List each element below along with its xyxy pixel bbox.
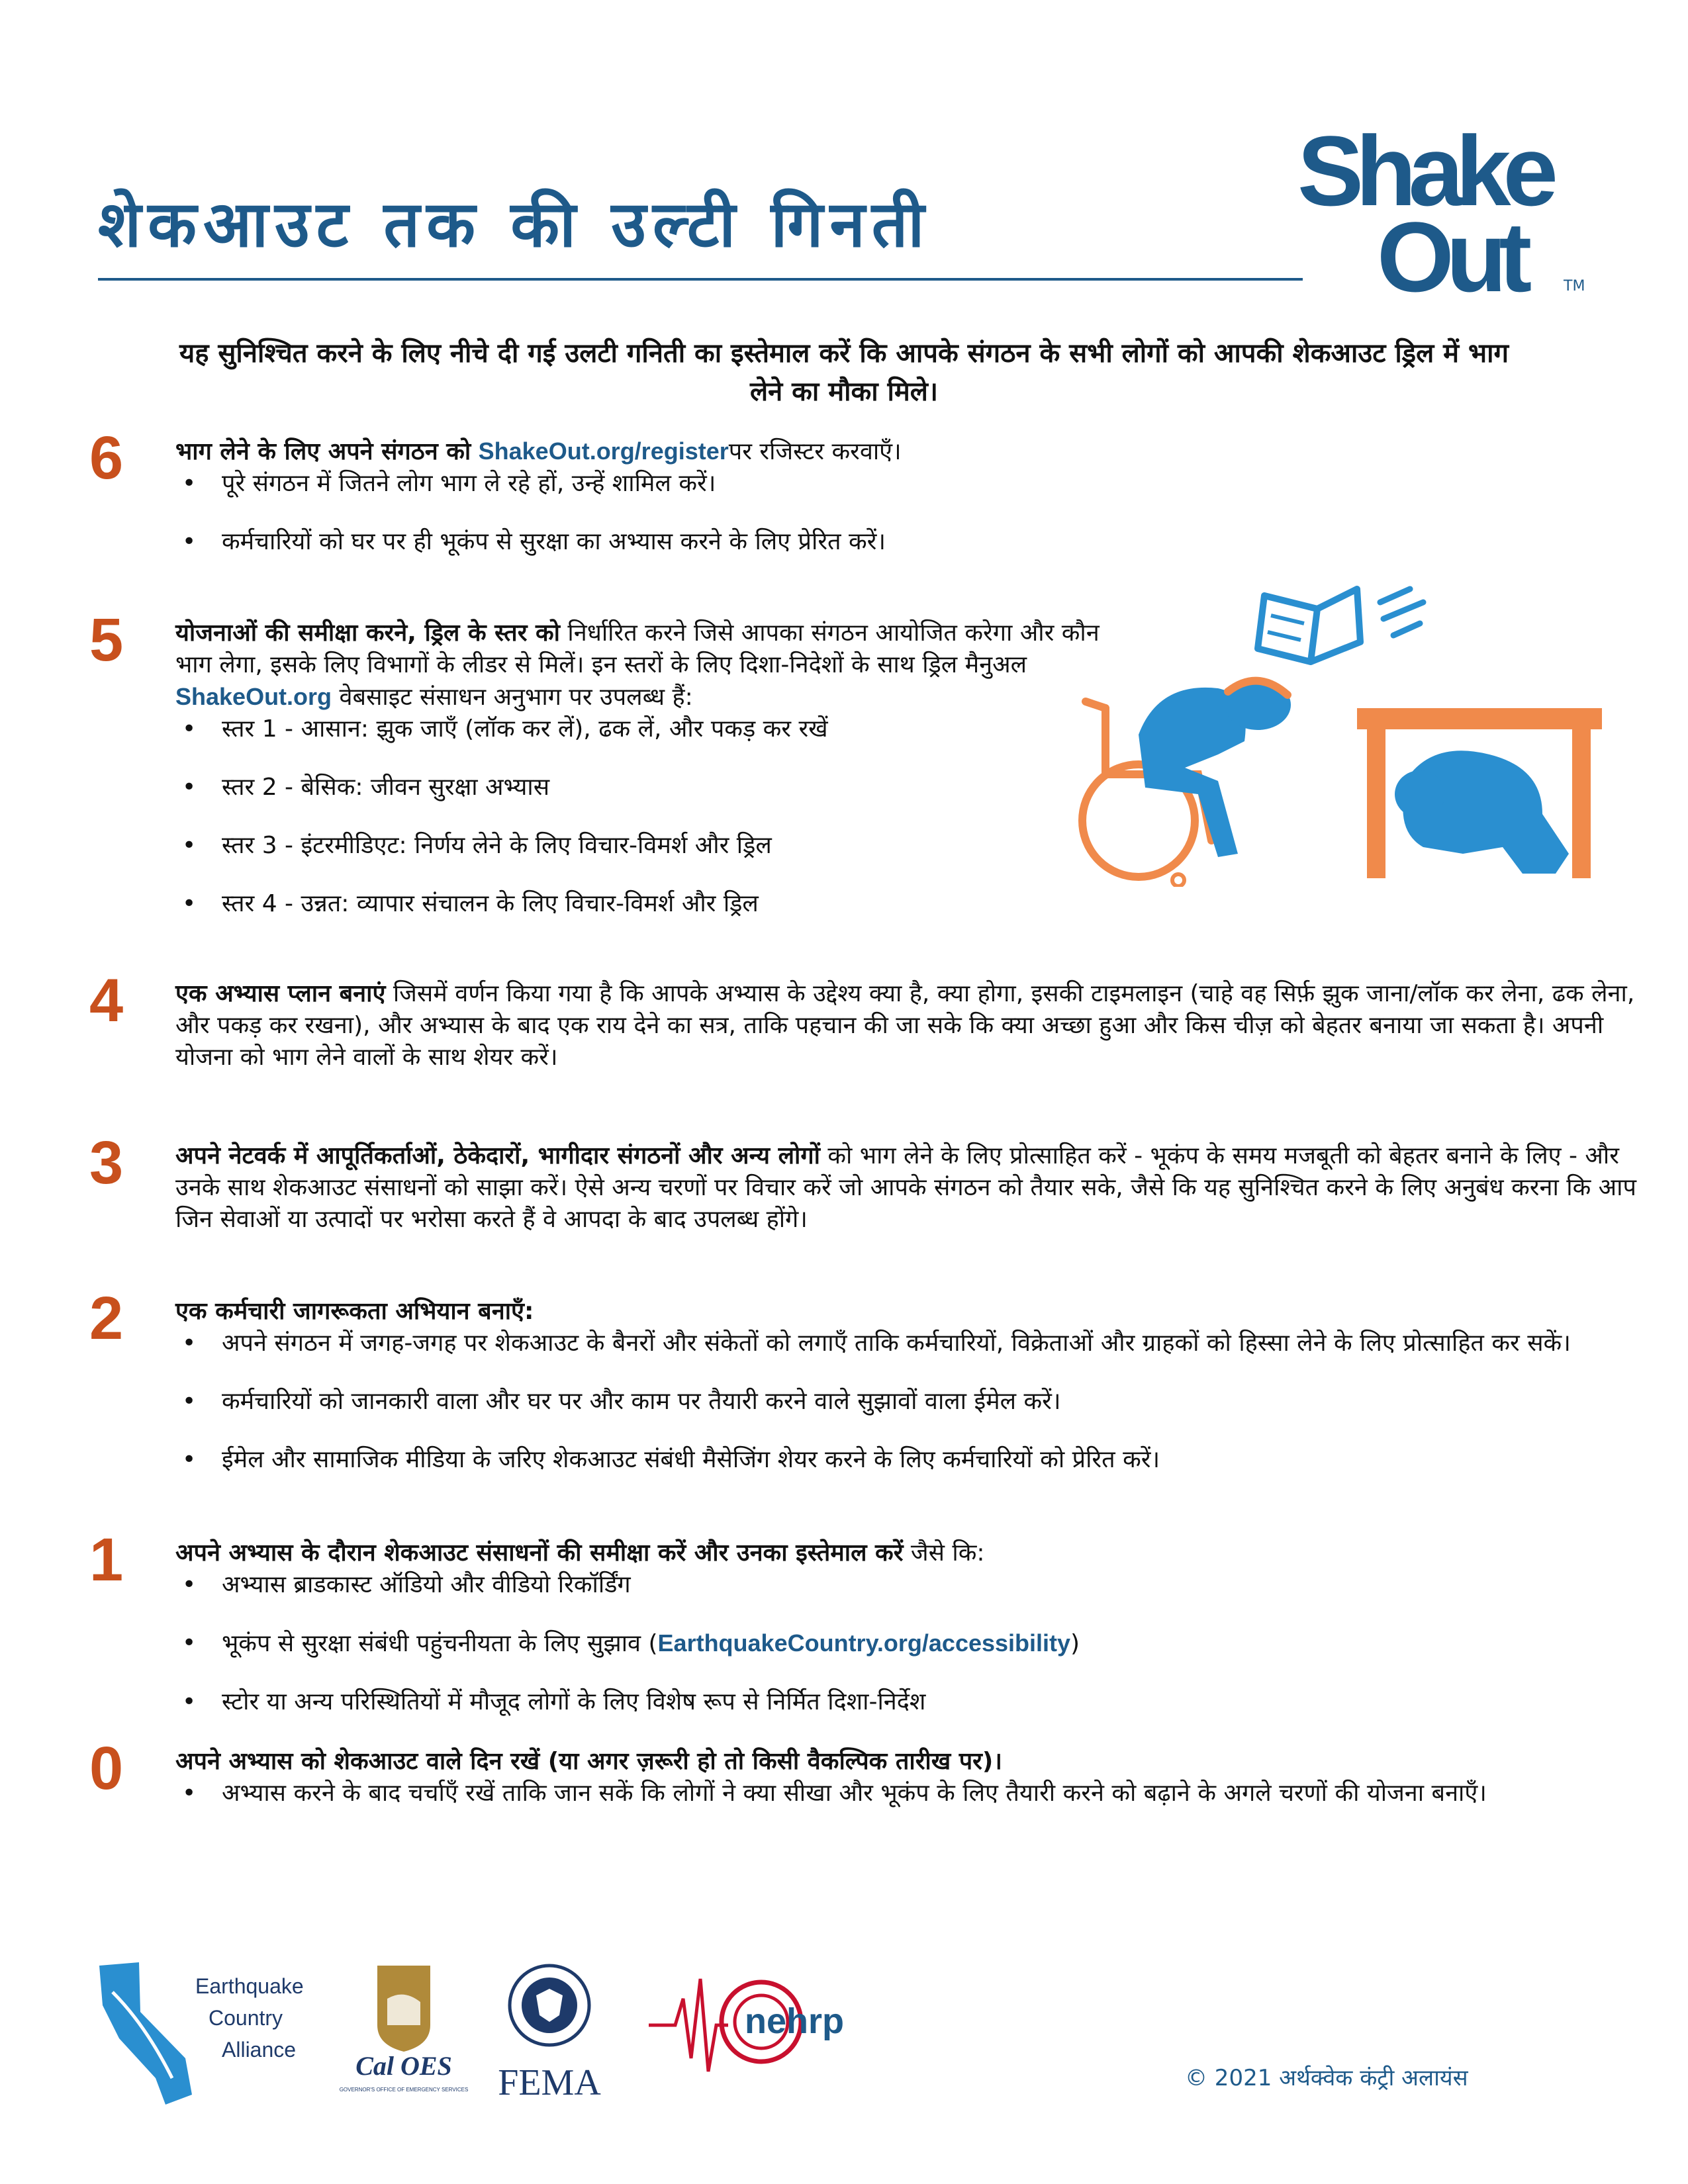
step-lead: भाग लेने के लिए अपने संगठन को <box>175 438 471 465</box>
eca-logo <box>99 1962 304 2105</box>
fema-name: FEMA <box>498 2062 601 2103</box>
step-body <box>175 617 1129 920</box>
step-number: 5 <box>89 606 124 674</box>
bullet-list <box>175 1569 1665 1718</box>
book-icon <box>1258 589 1360 662</box>
step-number: 3 <box>89 1129 124 1197</box>
step-number: 4 <box>89 967 124 1034</box>
list-item: • स्तर 1 - आसान: झुक जाएँ (लॉक कर लें), ढक लें, और पकड़ कर रखें <box>175 713 1129 745</box>
step-lead: एक कर्मचारी जागरूकता अभियान बनाएँ: <box>175 1298 534 1325</box>
bullet-list <box>175 1328 1665 1476</box>
eca-line2: Country <box>209 2006 283 2030</box>
drill-illustration <box>1066 576 1609 887</box>
step-number: 0 <box>89 1735 124 1802</box>
step-number: 6 <box>89 424 124 492</box>
list-item-text: भूकंप से सुरक्षा संबंधी पहुंचनीयता के लिए सुझाव ( <box>222 1630 658 1657</box>
step-number: 1 <box>89 1526 124 1594</box>
step-body <box>175 1746 1665 1809</box>
list-item: • अभ्यास ब्राडकास्ट ऑडियो और वीडियो रिकॉर्डिंग <box>175 1569 1665 1601</box>
eca-line3: Alliance <box>222 2038 297 2062</box>
step-number: 2 <box>89 1285 124 1352</box>
step-text: पर रजिस्टर करवाएँ। <box>728 438 902 465</box>
step-text: निर्धारित करने जिसे आपका संगठन आयोजित करेगा और कौन भाग लेगा, इसके लिए विभागों के लीडर से मिलें। इन स्तरों के लिए दिशा-निदेशों के साथ ड्रिल मैनुअल <box>175 619 1100 678</box>
step-body <box>175 1140 1665 1236</box>
shakeout-logo <box>1297 126 1595 298</box>
step-body <box>175 435 1168 558</box>
wheelchair-person-icon <box>1082 680 1291 886</box>
logo-line2: Out <box>1377 201 1524 298</box>
list-item: • कर्मचारियों को घर पर ही भूकंप से सुरक्षा का अभ्यास करने के लिए प्रेरित करें। <box>175 526 1168 558</box>
list-item-close: ) <box>1070 1630 1080 1657</box>
bullet-list <box>175 1778 1665 1809</box>
list-item: • अपने संगठन में जगह-जगह पर शेकआउट के बैनरों और संकेतों को लगाएँ ताकि कर्मचारियों, विक्रेताओं और ग्राहकों को हिस्सा लेने के लिए प्रोत्साहित कर सकें। <box>175 1328 1665 1359</box>
copyright: © 2021 अर्थक्वेक कंट्री अलायंस <box>1185 2065 1468 2091</box>
list-item: • ईमेल और सामाजिक मीडिया के जरिए शेकआउट संबंधी मैसेजिंग शेयर करने के लिए कर्मचारियों को प्रेरित करें। <box>175 1444 1665 1476</box>
list-item <box>175 1627 1665 1660</box>
title-divider <box>98 278 1303 281</box>
step-body <box>175 1537 1665 1718</box>
list-item: • कर्मचारियों को जानकारी वाला और घर पर और काम पर तैयारी करने वाले सुझावों वाला ईमेल करें। <box>175 1386 1665 1418</box>
step-lead: एक अभ्यास प्लान बनाएं <box>175 980 386 1007</box>
step-lead: अपने अभ्यास के दौरान शेकआउट संसाधनों की समीक्षा करें और उनका इस्तेमाल करें <box>175 1539 904 1567</box>
partner-logos <box>93 1952 900 2111</box>
register-link[interactable]: ShakeOut.org/register <box>478 437 729 465</box>
caloes-subtitle: GOVERNOR'S OFFICE OF EMERGENCY SERVICES <box>339 2087 469 2093</box>
table-cover-icon <box>1357 708 1602 878</box>
list-item: • अभ्यास करने के बाद चर्चाएँ रखें ताकि जान सकें कि लोगों ने क्या सीखा और भूकंप के लिए तैयारी करने को बढ़ाने के अगले चरणों की योजना बनाएँ। <box>175 1778 1665 1809</box>
step-lead: योजनाओं की समीक्षा करने, ड्रिल के स्तर को <box>175 619 560 647</box>
list-item: • स्तर 4 - उन्नत: व्यापार संचालन के लिए विचार-विमर्श और ड्रिल <box>175 888 1129 920</box>
bullet-list <box>175 713 1129 920</box>
shakeout-link[interactable]: ShakeOut.org <box>175 683 332 710</box>
list-item: • स्टोर या अन्य परिस्थितियों में मौजूद लोगों के लिए विशेष रूप से निर्मित दिशा-निर्देश <box>175 1686 1665 1718</box>
step-lead: अपने अभ्यास को शेकआउट वाले दिन रखें (या अगर ज़रूरी हो तो किसी वैकल्पिक तारीख पर)। <box>175 1748 1002 1775</box>
step-lead: अपने नेटवर्क में आपूर्तिकर्ताओं, ठेकेदारों, भागीदार संगठनों और अन्य लोगों <box>175 1142 820 1169</box>
list-item: • पूरे संगठन में जितने लोग भाग ले रहे हों, उन्हें शामिल करें। <box>175 468 1168 500</box>
step-text: जिसमें वर्णन किया गया है कि आपके अभ्यास के उद्देश्य क्या है, क्या होगा, इसकी टाइमलाइन (चाहे वह सिर्फ़ झुक जाना/लॉक कर लेना, ढक लेना, और पकड़ कर रखना), और अभ्यास के बाद एक राय देने का सत्र, ताकि पहचान की जा सके कि क्या अच्छा हुआ और किस चीज़ को बेहतर बनाया जा सकता है। अपनी योजना को भाग लेने वालों के साथ शेयर करें। <box>175 980 1635 1071</box>
eca-line1: Earthquake <box>195 1974 304 1998</box>
step-body <box>175 978 1665 1073</box>
fema-logo <box>498 1966 601 2103</box>
step-text: को भाग लेने के लिए प्रोत्साहित करें - भूकंप के समय मजबूती को बेहतर बनाने के लिए - और उनके साथ शेकआउट संसाधनों को साझा करें। ऐसे अन्य चरणों पर विचार करें जो आपके संगठन को तैयार सके, जैसे कि यह सुनिश्चित करने के लिए अनुबंध करना कि आप जिन सेवाओं या उत्पादों पर भरोसा करते हैं वे आपदा के बाद उपलब्ध होंगे। <box>175 1142 1636 1233</box>
motion-lines-icon <box>1380 589 1423 635</box>
step-text-2: वेबसाइट संसाधन अनुभाग पर उपलब्ध हैं: <box>339 684 693 711</box>
caloes-name: Cal OES <box>355 2051 452 2081</box>
accessibility-link[interactable]: EarthquakeCountry.org/accessibility <box>657 1629 1071 1657</box>
caloes-logo <box>340 1966 469 2093</box>
step-body <box>175 1296 1665 1476</box>
logo-line1: Shake <box>1297 126 1550 226</box>
step-text: जैसे कि: <box>910 1539 985 1567</box>
nehrp-logo <box>649 1979 844 2071</box>
intro-text: यह सुनिश्चित करने के लिए नीचे दी गई उलटी गनिती का इस्तेमाल करें कि आपके संगठन के सभी लोगों को आपकी शेकआउट ड्रिल में भाग लेने का मौका मिले। <box>179 338 1509 407</box>
list-item: • स्तर 3 - इंटरमीडिएट: निर्णय लेने के लिए विचार-विमर्श और ड्रिल <box>175 830 1129 862</box>
list-item: • स्तर 2 - बेसिक: जीवन सुरक्षा अभ्यास <box>175 772 1129 803</box>
page-title: शेकआउट तक की उल्टी गिनती <box>98 187 931 261</box>
bullet-list <box>175 468 1168 558</box>
nehrp-name: nehrp <box>744 2001 845 2041</box>
logo-trademark: TM <box>1564 278 1585 295</box>
